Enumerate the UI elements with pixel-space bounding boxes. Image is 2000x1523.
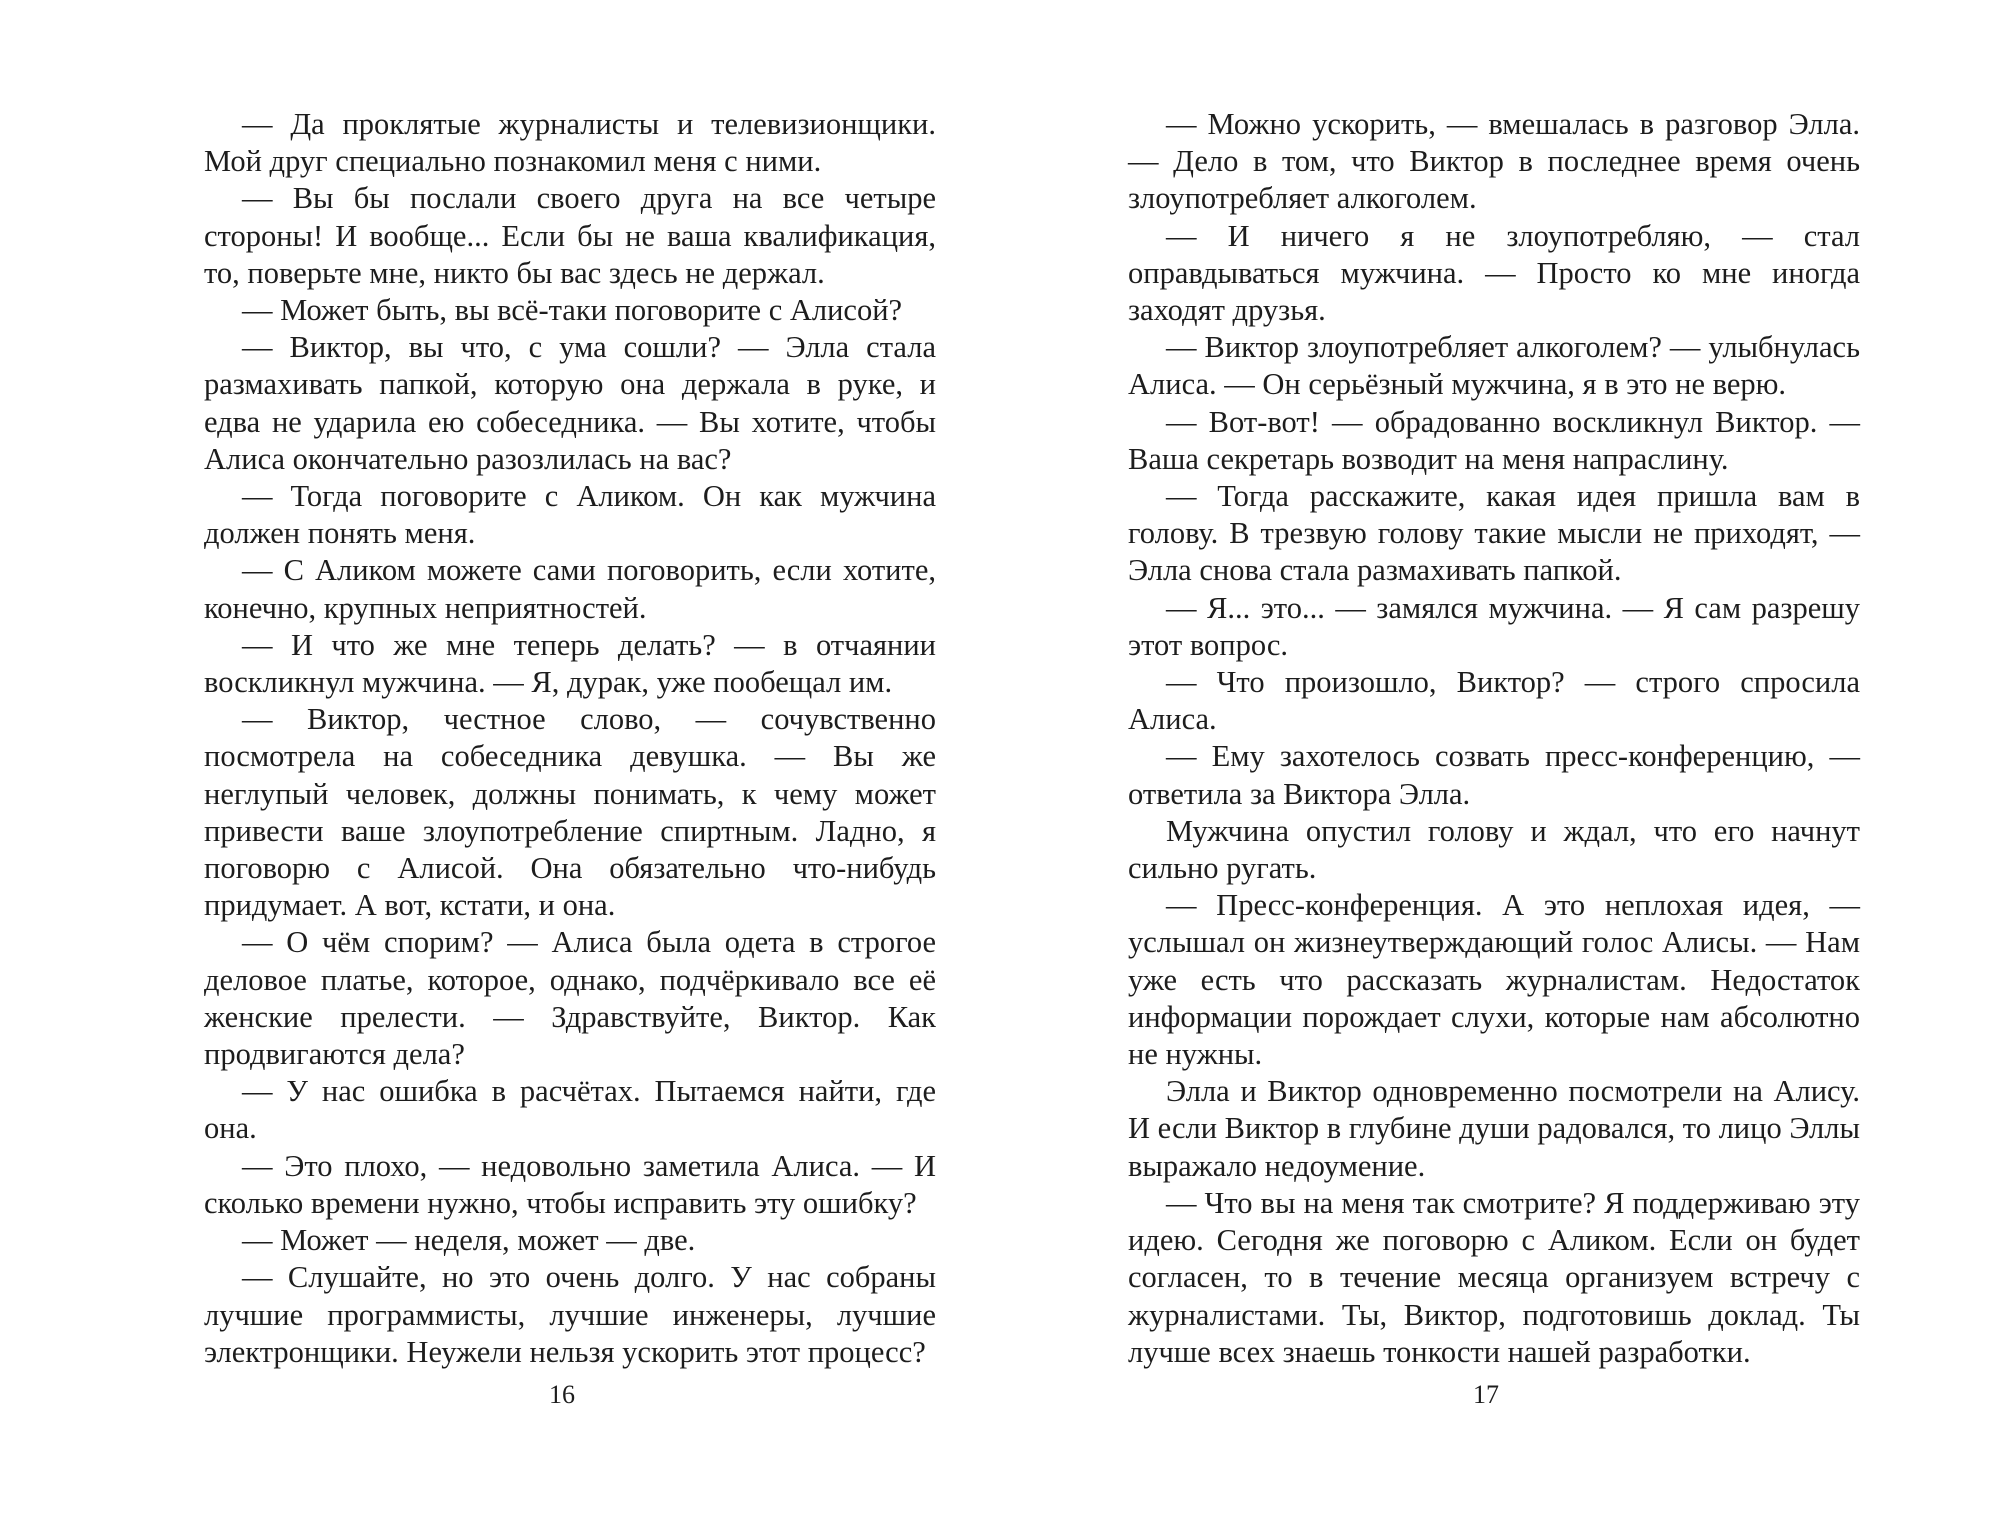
paragraph: — И ничего я не злоупотребляю, — стал оправдываться мужчина. — Просто ко мне иногда заходят друзья.	[1128, 218, 1860, 328]
paragraph: Мужчина опустил голову и ждал, что его начнут сильно ругать.	[1128, 813, 1860, 886]
page-number-left: 16	[549, 1380, 575, 1409]
left-page-text	[204, 106, 936, 1371]
paragraph: — Виктор, вы что, с ума сошли? — Элла стала размахивать папкой, которую она держала в руке, и едва не ударила ею собеседника. — Вы хотите, чтобы Алиса окончательно разозлилась на вас?	[204, 330, 936, 476]
paragraph: — Я... это... — замялся мужчина. — Я сам разрешу этот вопрос.	[1128, 590, 1860, 662]
paragraph: — Да проклятые журналисты и телевизионщики. Мой друг специально познакомил меня с ними.	[204, 107, 936, 179]
paragraph: Элла и Виктор одновременно посмотрели на Алису. И если Виктор в глубине души радовался, то лицо Эллы выражало недоумение.	[1128, 1074, 1860, 1183]
paragraph: — Что вы на меня так смотрите? Я поддерживаю эту идею. Сегодня же поговорю с Аликом. Если он будет согласен, то в течение месяца организуем встречу с журналистами. Ты, Виктор, подготовишь доклад. Ты лучше всех знаешь тонкости нашей разработки.	[1128, 1185, 1860, 1369]
paragraph: — Слушайте, но это очень долго. У нас собраны лучшие программисты, лучшие инженеры, лучшие электронщики. Неужели нельзя ускорить этот процесс?	[204, 1260, 936, 1369]
paragraph: — Ему захотелось созвать пресс-конференцию, — ответила за Виктора Элла.	[1128, 739, 1860, 811]
paragraph: — Может — неделя, может — две.	[242, 1223, 696, 1258]
paragraph: — Виктор, честное слово, — сочувственно посмотрела на собеседника девушка. — Вы же неглупый человек, должны понимать, к чему может привести ваше злоупотребление спиртным. Ладно, я поговорю с Алисой. Она обязательно что-нибудь придумает. А вот, кстати, и она.	[204, 702, 936, 923]
paragraph: — Может быть, вы всё-таки поговорите с Алисой?	[242, 293, 903, 328]
paragraph: — Можно ускорить, — вмешалась в разговор Элла. — Дело в том, что Виктор в последнее время очень злоупотребляет алкоголем.	[1128, 107, 1860, 216]
paragraph: — Тогда поговорите с Аликом. Он как мужчина должен понять меня.	[204, 479, 936, 551]
paragraph: — Что произошло, Виктор? — строго спросила Алиса.	[1128, 665, 1860, 737]
paragraph: — Виктор злоупотребляет алкоголем? — улыбнулась Алиса. — Он серьёзный мужчина, я в это не верю.	[1128, 330, 1860, 402]
paragraph: — Вы бы послали своего друга на все четыре стороны! И вообще... Если бы не ваша квалификация, то, поверьте мне, никто бы вас здесь не держал.	[204, 181, 936, 290]
paragraph: — У нас ошибка в расчётах. Пытаемся найти, где она.	[204, 1074, 936, 1146]
page-number-right: 17	[1473, 1380, 1499, 1409]
paragraph: — Вот-вот! — обрадованно воскликнул Виктор. — Ваша секретарь возводит на меня напраслину.	[1128, 404, 1860, 476]
paragraph: — Пресс-конференция. А это неплохая идея, — услышал он жизнеутверждающий голос Алисы. — Нам уже есть что рассказать журналистам. Недостаток информации порождает слухи, которые нам абсолютно не нужны.	[1128, 888, 1860, 1072]
paragraph: — Это плохо, — недовольно заметила Алиса. — И сколько времени нужно, чтобы исправить эту ошибку?	[204, 1148, 936, 1220]
paragraph: — Тогда расскажите, какая идея пришла вам в голову. В трезвую голову такие мысли не приходят, — Элла снова стала размахивать папкой.	[1128, 479, 1860, 588]
paragraph: — И что же мне теперь делать? — в отчаянии воскликнул мужчина. — Я, дурак, уже пообещал им.	[204, 627, 936, 700]
paragraph: — О чём спорим? — Алиса была одета в строгое деловое платье, которое, однако, подчёркивало все её женские прелести. — Здравствуйте, Виктор. Как продвигаются дела?	[204, 925, 936, 1072]
right-page-text	[1128, 106, 1860, 1371]
paragraph: — С Аликом можете сами поговорить, если хотите, конечно, крупных неприятностей.	[204, 553, 936, 625]
